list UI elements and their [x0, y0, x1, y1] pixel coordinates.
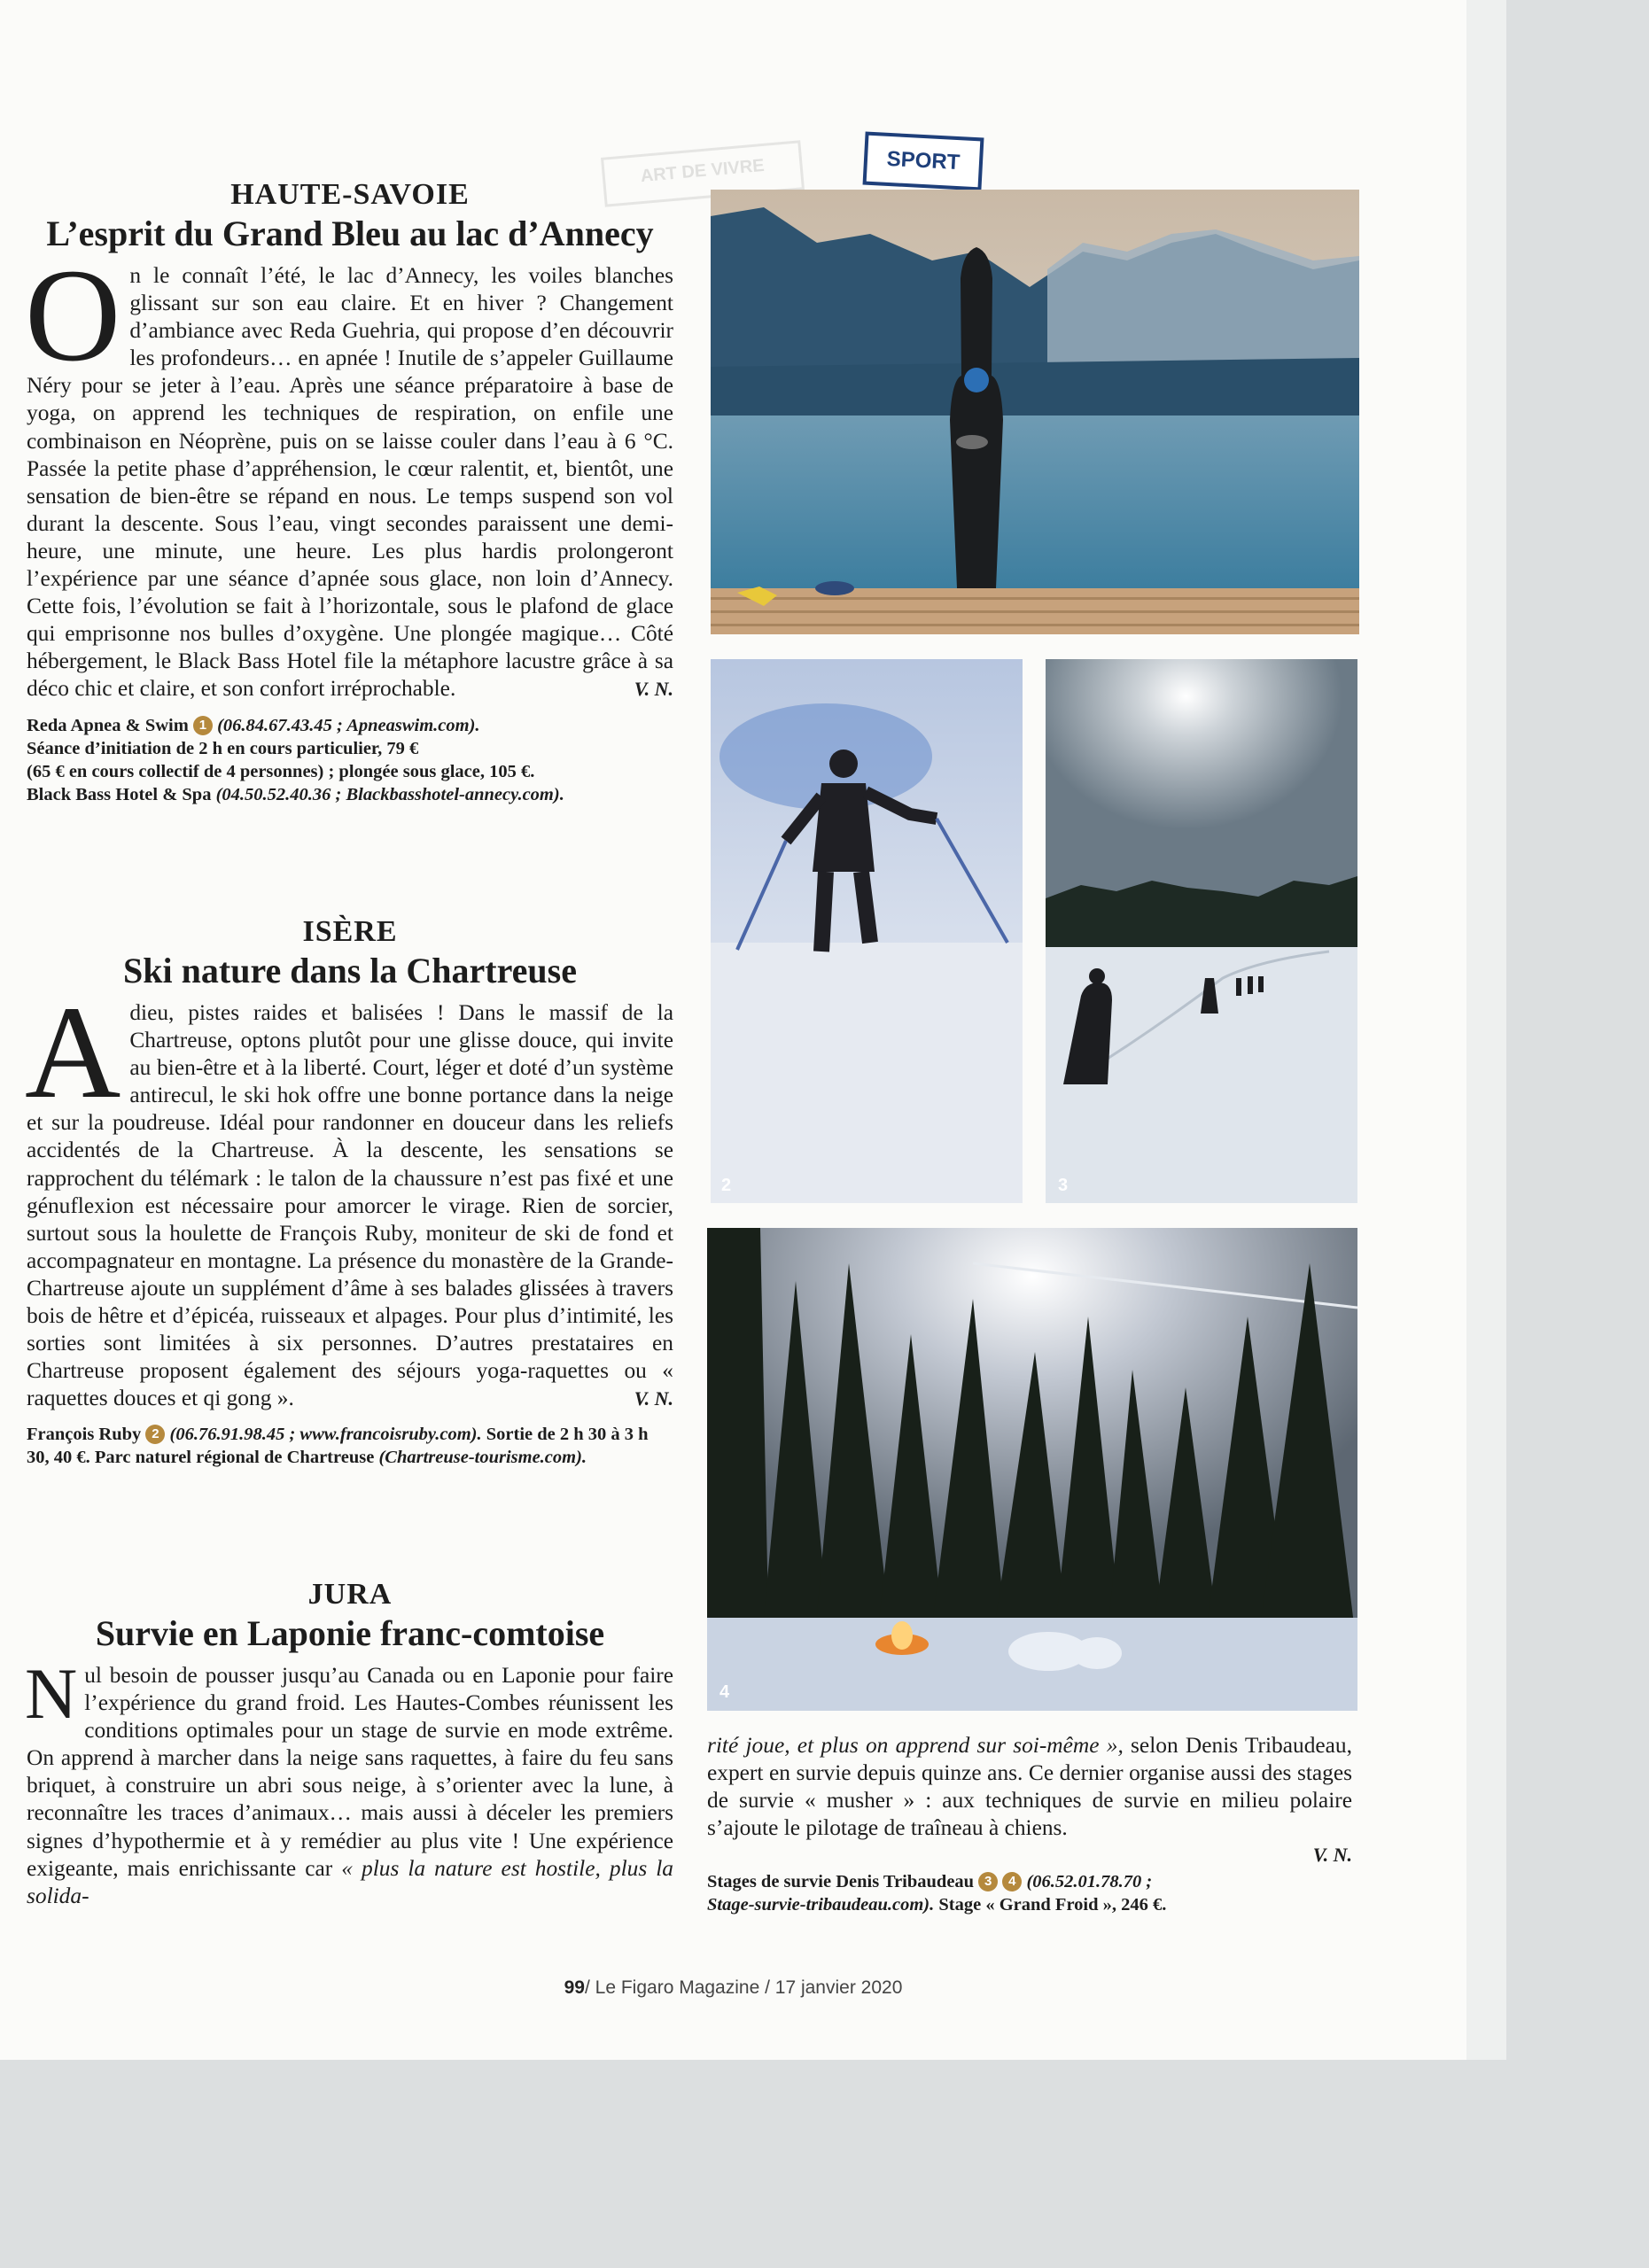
ghost-stamp: ART DE VIVRE: [601, 140, 805, 206]
info-block: Reda Apnea & Swim 1 (06.84.67.43.45 ; Apneaswim.com). Séance d’initiation de 2 h en cours particulier, 79 € (65 € en cours collectif de 4 personnes) ; plongée sous glace, 105 €. Black Bass Hotel & Spa (04.50.52.40.36 ; Blackbasshotel-annecy.com).: [27, 715, 564, 804]
photo-ref-badge: 1: [193, 716, 213, 735]
page-number: 99: [564, 1977, 585, 1998]
article-jura-continued: [707, 1732, 1352, 1916]
article-body-continued: rité joue, et plus on apprend sur soi-même », selon Denis Tribaudeau, expert en survie depuis quinze ans. Ce dernier organise aussi des stages de survie « musher » : aux techniques de survie en milieu polaire s’ajoute le pilotage de traîneau à chiens.: [707, 1733, 1352, 1841]
footer-text: / Le Figaro Magazine / 17 janvier 2020: [584, 1977, 903, 1998]
headline: Ski nature dans la Chartreuse: [123, 951, 577, 990]
dropcap: N: [25, 1653, 78, 1734]
kicker: HAUTE-SAVOIE: [230, 178, 470, 211]
sport-stamp: SPORT: [863, 132, 984, 191]
photo-ref-badge: 3: [978, 1872, 998, 1891]
photo-lake-apnea: [711, 190, 1359, 634]
headline: L’esprit du Grand Bleu au lac d’Annecy: [46, 214, 654, 253]
page-edge: [1466, 0, 1506, 2060]
dropcap: A: [25, 979, 121, 1126]
article-body: On le connaît l’été, le lac d’Annecy, les voiles blanches glissant sur son eau claire. Et en hiver ? Changement d’ambiance avec Reda Guehria, qui propose d’en découvrir les profondeurs… en apnée ! Inutile de s’appeler Guillaume Néry pour se jeter à l’eau. Après une séance préparatoire à base de yoga, on apprend les techniques de respiration, on enfile une combinaison en Néoprène, puis on se laisse couler dans l’eau à 6 °C. Passée la petite phase d’appréhension, le cœur ralentit, et, bientôt, une sensation de bien-être se répand en nous. Le temps suspend son vol durant la descente. Sous l’eau, vingt secondes paraissent une demi-heure, une minute, une heure. Les plus hardis prolongeront l’expérience par une séance d’apnée sous glace, non loin d’Annecy. Cette fois, l’évolution se fait à l’horizontale, sous le plafond de glace qui emprisonne nos bulles d’oxygène. Une plongée magique… Côté hébergement, le Black Bass Hotel file la métaphore lacustre grâce à sa déco chic et claire, et son confort irréprochable. V. N.: [27, 262, 673, 703]
info-block: François Ruby 2 (06.76.91.98.45 ; www.francoisruby.com). Sortie de 2 h 30 à 3 h 30, 40 €. Parc naturel régional de Chartreuse (Chartreuse-tourisme.com).: [27, 1425, 649, 1468]
signature: V. N.: [1312, 1844, 1352, 1867]
article-body: Adieu, pistes raides et balisées ! Dans le massif de la Chartreuse, optons plutôt pour une glisse douce, qui invite au bien-être et à la liberté. Court, léger et doté d’un système antirecul, le ski hok offre une bonne portance dans la neige et sur la poudreuse. Idéal pour randonner en douceur dans les reliefs accidentés de la Chartreuse. À la descente, les sensations se rapprochent du télémark : le talon de la chaussure n’est pas fixé et une génuflexion est nécessaire pour amorcer le virage. Rien de sorcier, surtout sous la houlette de François Ruby, moniteur de ski de fond et accompagnateur en montagne. La présence du monastère de la Grande-Chartreuse ajoute un supplément d’âme à ses balades glissées à travers bois de hêtre et d’épicéa, ruisseaux et alpages. Pour plus d’intimité, les sorties sont limitées à six personnes. D’autres prestataires en Chartreuse proposent également des séjours yoga-raquettes ou « raquettes douces et qi gong ». V. N.: [27, 999, 673, 1412]
headline: Survie en Laponie franc-comtoise: [95, 1613, 605, 1653]
article-jura: [27, 1577, 673, 1910]
photo-ref-badge: 2: [145, 1425, 165, 1444]
signature: V. N.: [634, 678, 673, 701]
kicker: JURA: [307, 1578, 393, 1611]
info-block: Stages de survie Denis Tribaudeau 3 4 (06.52.01.78.70 ; Stage-survie-tribaudeau.com). Stage « Grand Froid », 246 €.: [707, 1872, 1167, 1915]
photo-number: 3: [1058, 1176, 1069, 1195]
photo-number: 2: [721, 1176, 732, 1195]
page-footer: [0, 1977, 1466, 1999]
photo-number: 4: [719, 1682, 730, 1702]
photo-forest-camp: [707, 1228, 1357, 1711]
signature: V. N.: [634, 1387, 673, 1410]
article-isere: [27, 914, 673, 1469]
dropcap: O: [25, 242, 121, 389]
kicker: ISÈRE: [302, 915, 398, 948]
photo-hikers: [1046, 659, 1357, 1203]
article-body: Nul besoin de pousser jusqu’au Canada ou en Laponie pour faire l’expérience du grand froid. Les Hautes-Combes réunissent les conditions optimales pour un stage de survie en mode extrême. On apprend à marcher dans la neige sans raquettes, à faire du feu sans briquet, à construire un abri sous neige, à s’orienter avec la lune, à reconnaître les traces d’animaux… mais aussi à déceler les premiers signes d’hypothermie et à y remédier au plus vite ! Une expérience exigeante, mais enrichissante car « plus la nature est hostile, plus la solida-: [25, 1653, 673, 1908]
photo-skier: [711, 659, 1023, 1203]
article-haute-savoie: [27, 177, 673, 806]
photo-ref-badge: 4: [1002, 1872, 1022, 1891]
